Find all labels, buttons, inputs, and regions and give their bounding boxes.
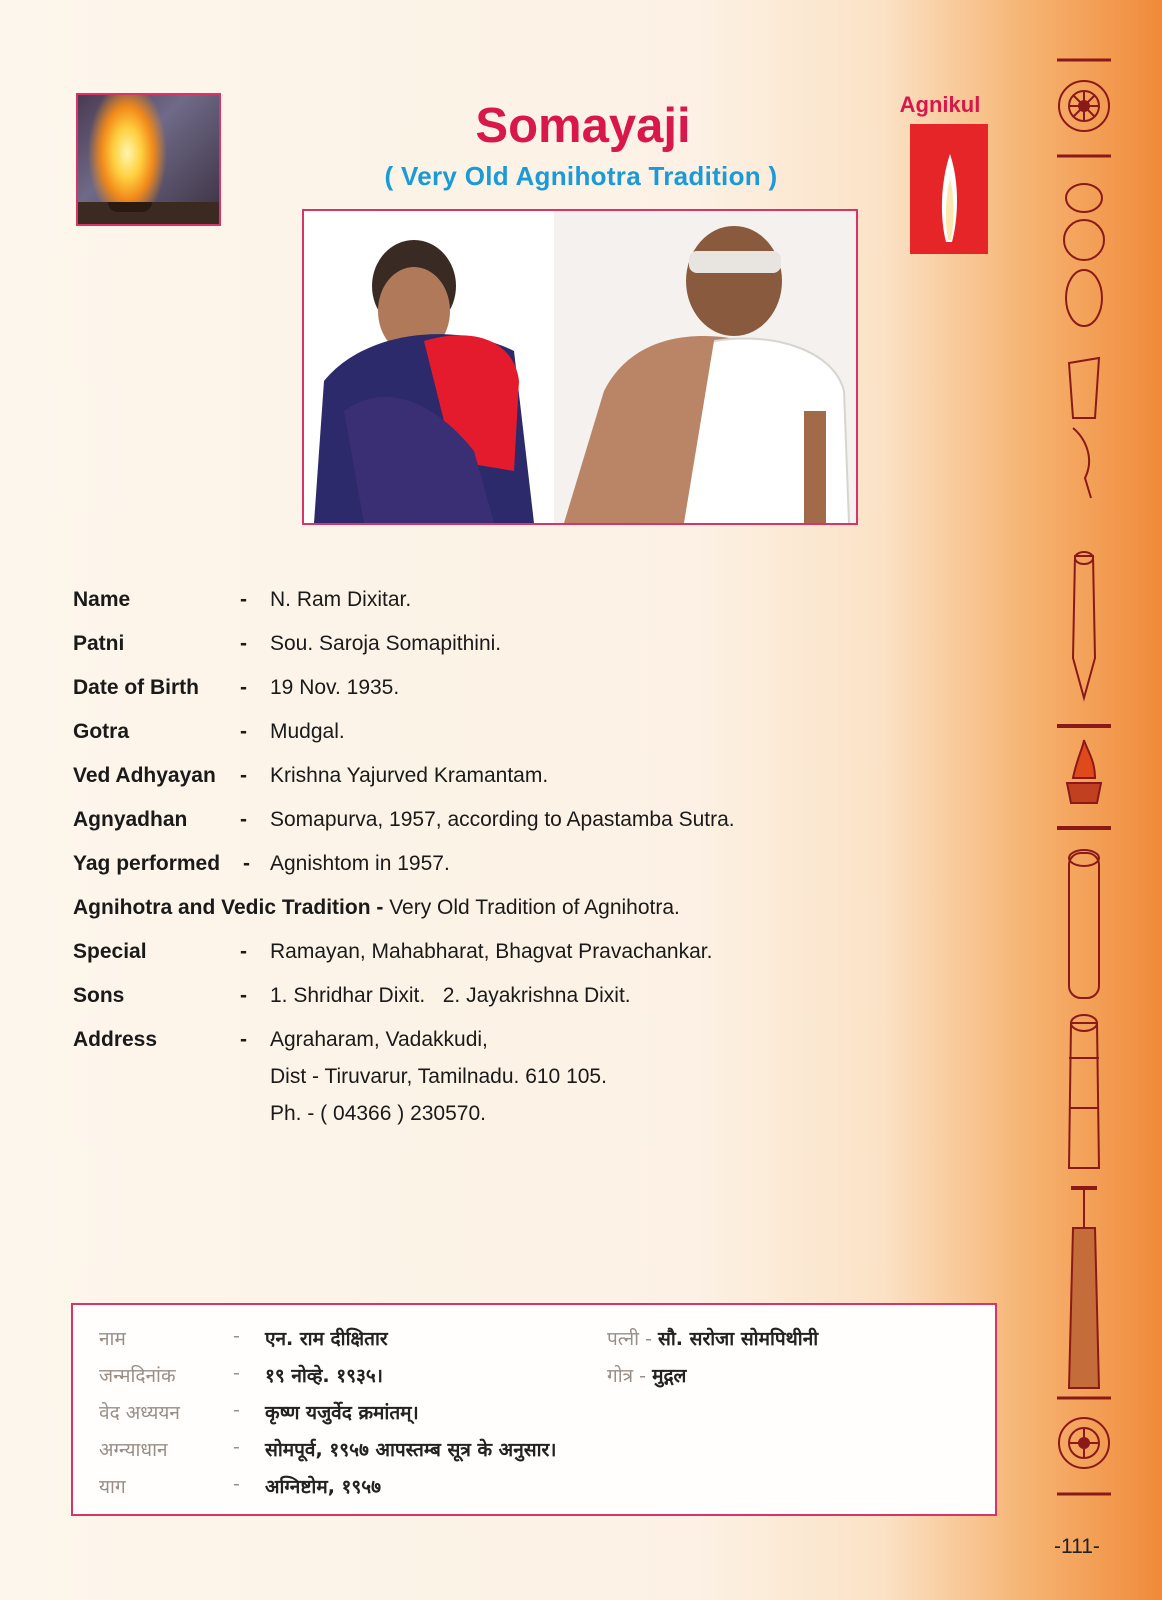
flame-icon	[910, 124, 988, 254]
hindi-row-ved: वेद अध्ययन	[99, 1402, 180, 1424]
drum-icon	[1069, 1015, 1099, 1168]
couple-photo	[302, 209, 858, 525]
page-title: Somayaji	[475, 99, 691, 153]
detail-value: N. Ram Dixitar.	[270, 588, 412, 611]
address-line-2: Dist - Tiruvarur, Tamilnadu. 610 105.	[270, 1065, 607, 1088]
detail-label: Name	[73, 588, 131, 611]
agnikul-badge-label: Agnikul	[899, 92, 981, 117]
page-subtitle: ( Very Old Agnihotra Tradition )	[384, 161, 778, 191]
detail-row-tradition: Agnihotra and Vedic Tradition - Very Old Tradition of Agnihotra.	[73, 896, 680, 919]
scroll-icon	[1069, 850, 1099, 998]
ladle-icon	[1069, 358, 1099, 498]
hindi-row-naam: नाम	[99, 1328, 126, 1350]
kalash-icon	[1064, 184, 1104, 326]
page-number: -111-	[1054, 1535, 1100, 1558]
wheel-icon	[1059, 81, 1109, 131]
sruk-icon	[1073, 552, 1095, 698]
ritual-implements-strip	[1055, 58, 1113, 1538]
hindi-row-janma: जन्मदिनांक	[99, 1365, 176, 1387]
havan-kund-icon	[1067, 740, 1101, 803]
hindi-row-gotra: गोत्र - मुद्गल	[607, 1365, 687, 1387]
address-line-3: Ph. - ( 04366 ) 230570.	[270, 1102, 486, 1125]
hindi-row-yag: याग	[99, 1476, 126, 1498]
fire-ritual-photo	[76, 93, 221, 226]
hindi-summary-box: नाम - एन. राम दीक्षितार जन्मदिनांक - १९ नोव्हे. १९३५। वेद अध्ययन - कृष्ण यजुर्वेद क्रमांतम्। अग्न्याधान - सोमपूर्व, १९५७ आपस्तम्ब सूत्र के अनुसार। याग - अग्निष्टोम, १९५७ पत्नी - सौ. सरोजा सोमपिथीनी गोत्र - मुद्गल	[71, 1303, 997, 1516]
bell-icon	[1069, 1188, 1099, 1388]
hindi-row-agnyadhan: अग्न्याधान	[99, 1439, 168, 1461]
hindi-row-patni: पत्नी - सौ. सरोजा सोमपिथीनी	[607, 1328, 819, 1350]
wheel-icon	[1059, 1418, 1109, 1468]
